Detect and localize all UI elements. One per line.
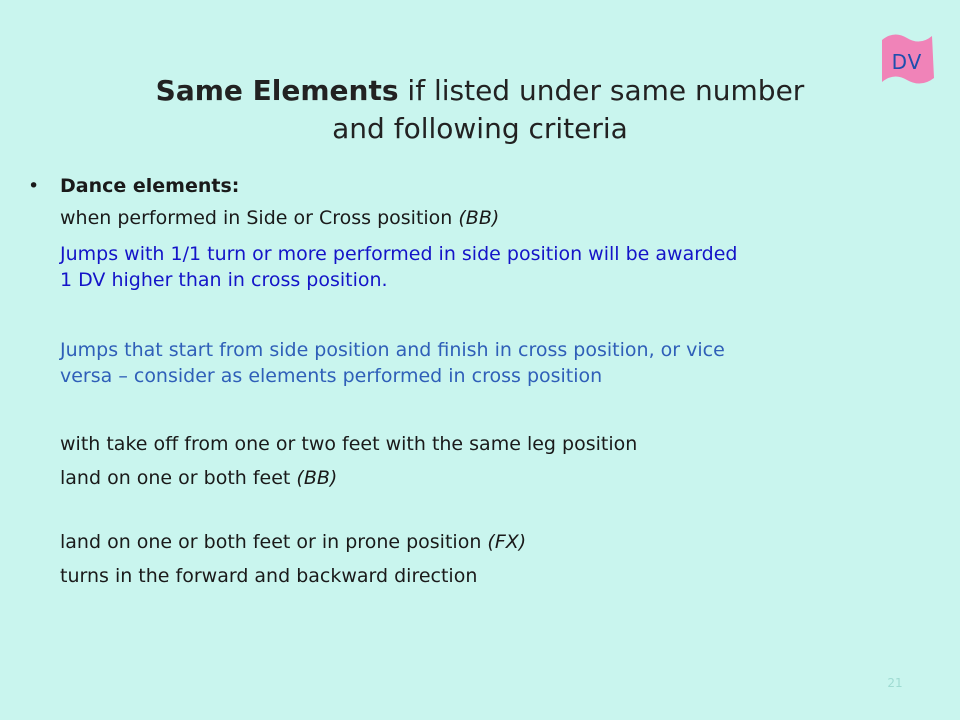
- body-line: [60, 466, 337, 490]
- line-italic: (FX): [487, 531, 527, 553]
- page-number: 21: [887, 676, 903, 690]
- line-italic: (BB): [296, 467, 338, 489]
- slide-title: [60, 72, 900, 148]
- title-line-1: [60, 72, 900, 110]
- line-text: land on one or both feet or in prone position: [60, 531, 488, 553]
- line-italic: (BB): [458, 207, 500, 229]
- body-line: with take off from one or two feet with the same leg position: [60, 433, 638, 455]
- badge-label: DV: [891, 50, 923, 74]
- body-line-blue: Jumps with 1/1 turn or more performed in side position will be awarded: [60, 243, 738, 265]
- bullet-icon: •: [28, 175, 40, 197]
- body-line-blue: 1 DV higher than in cross position.: [60, 269, 388, 291]
- line-text: when performed in Side or Cross position: [60, 207, 459, 229]
- title-bold: Same Elements: [155, 74, 399, 107]
- body-line-blue: versa – consider as elements performed in cross position: [60, 365, 603, 387]
- body-line: [60, 530, 526, 554]
- bullet-heading: Dance elements:: [60, 175, 240, 197]
- title-line-2: and following criteria: [332, 112, 628, 145]
- line-text: land on one or both feet: [60, 467, 297, 489]
- body-line: turns in the forward and backward direction: [60, 565, 478, 587]
- title-rest: if listed under same number: [398, 74, 805, 107]
- body-line-blue: Jumps that start from side position and finish in cross position, or vice: [60, 339, 725, 361]
- body-line: [60, 206, 499, 230]
- bullet-item: [28, 174, 240, 198]
